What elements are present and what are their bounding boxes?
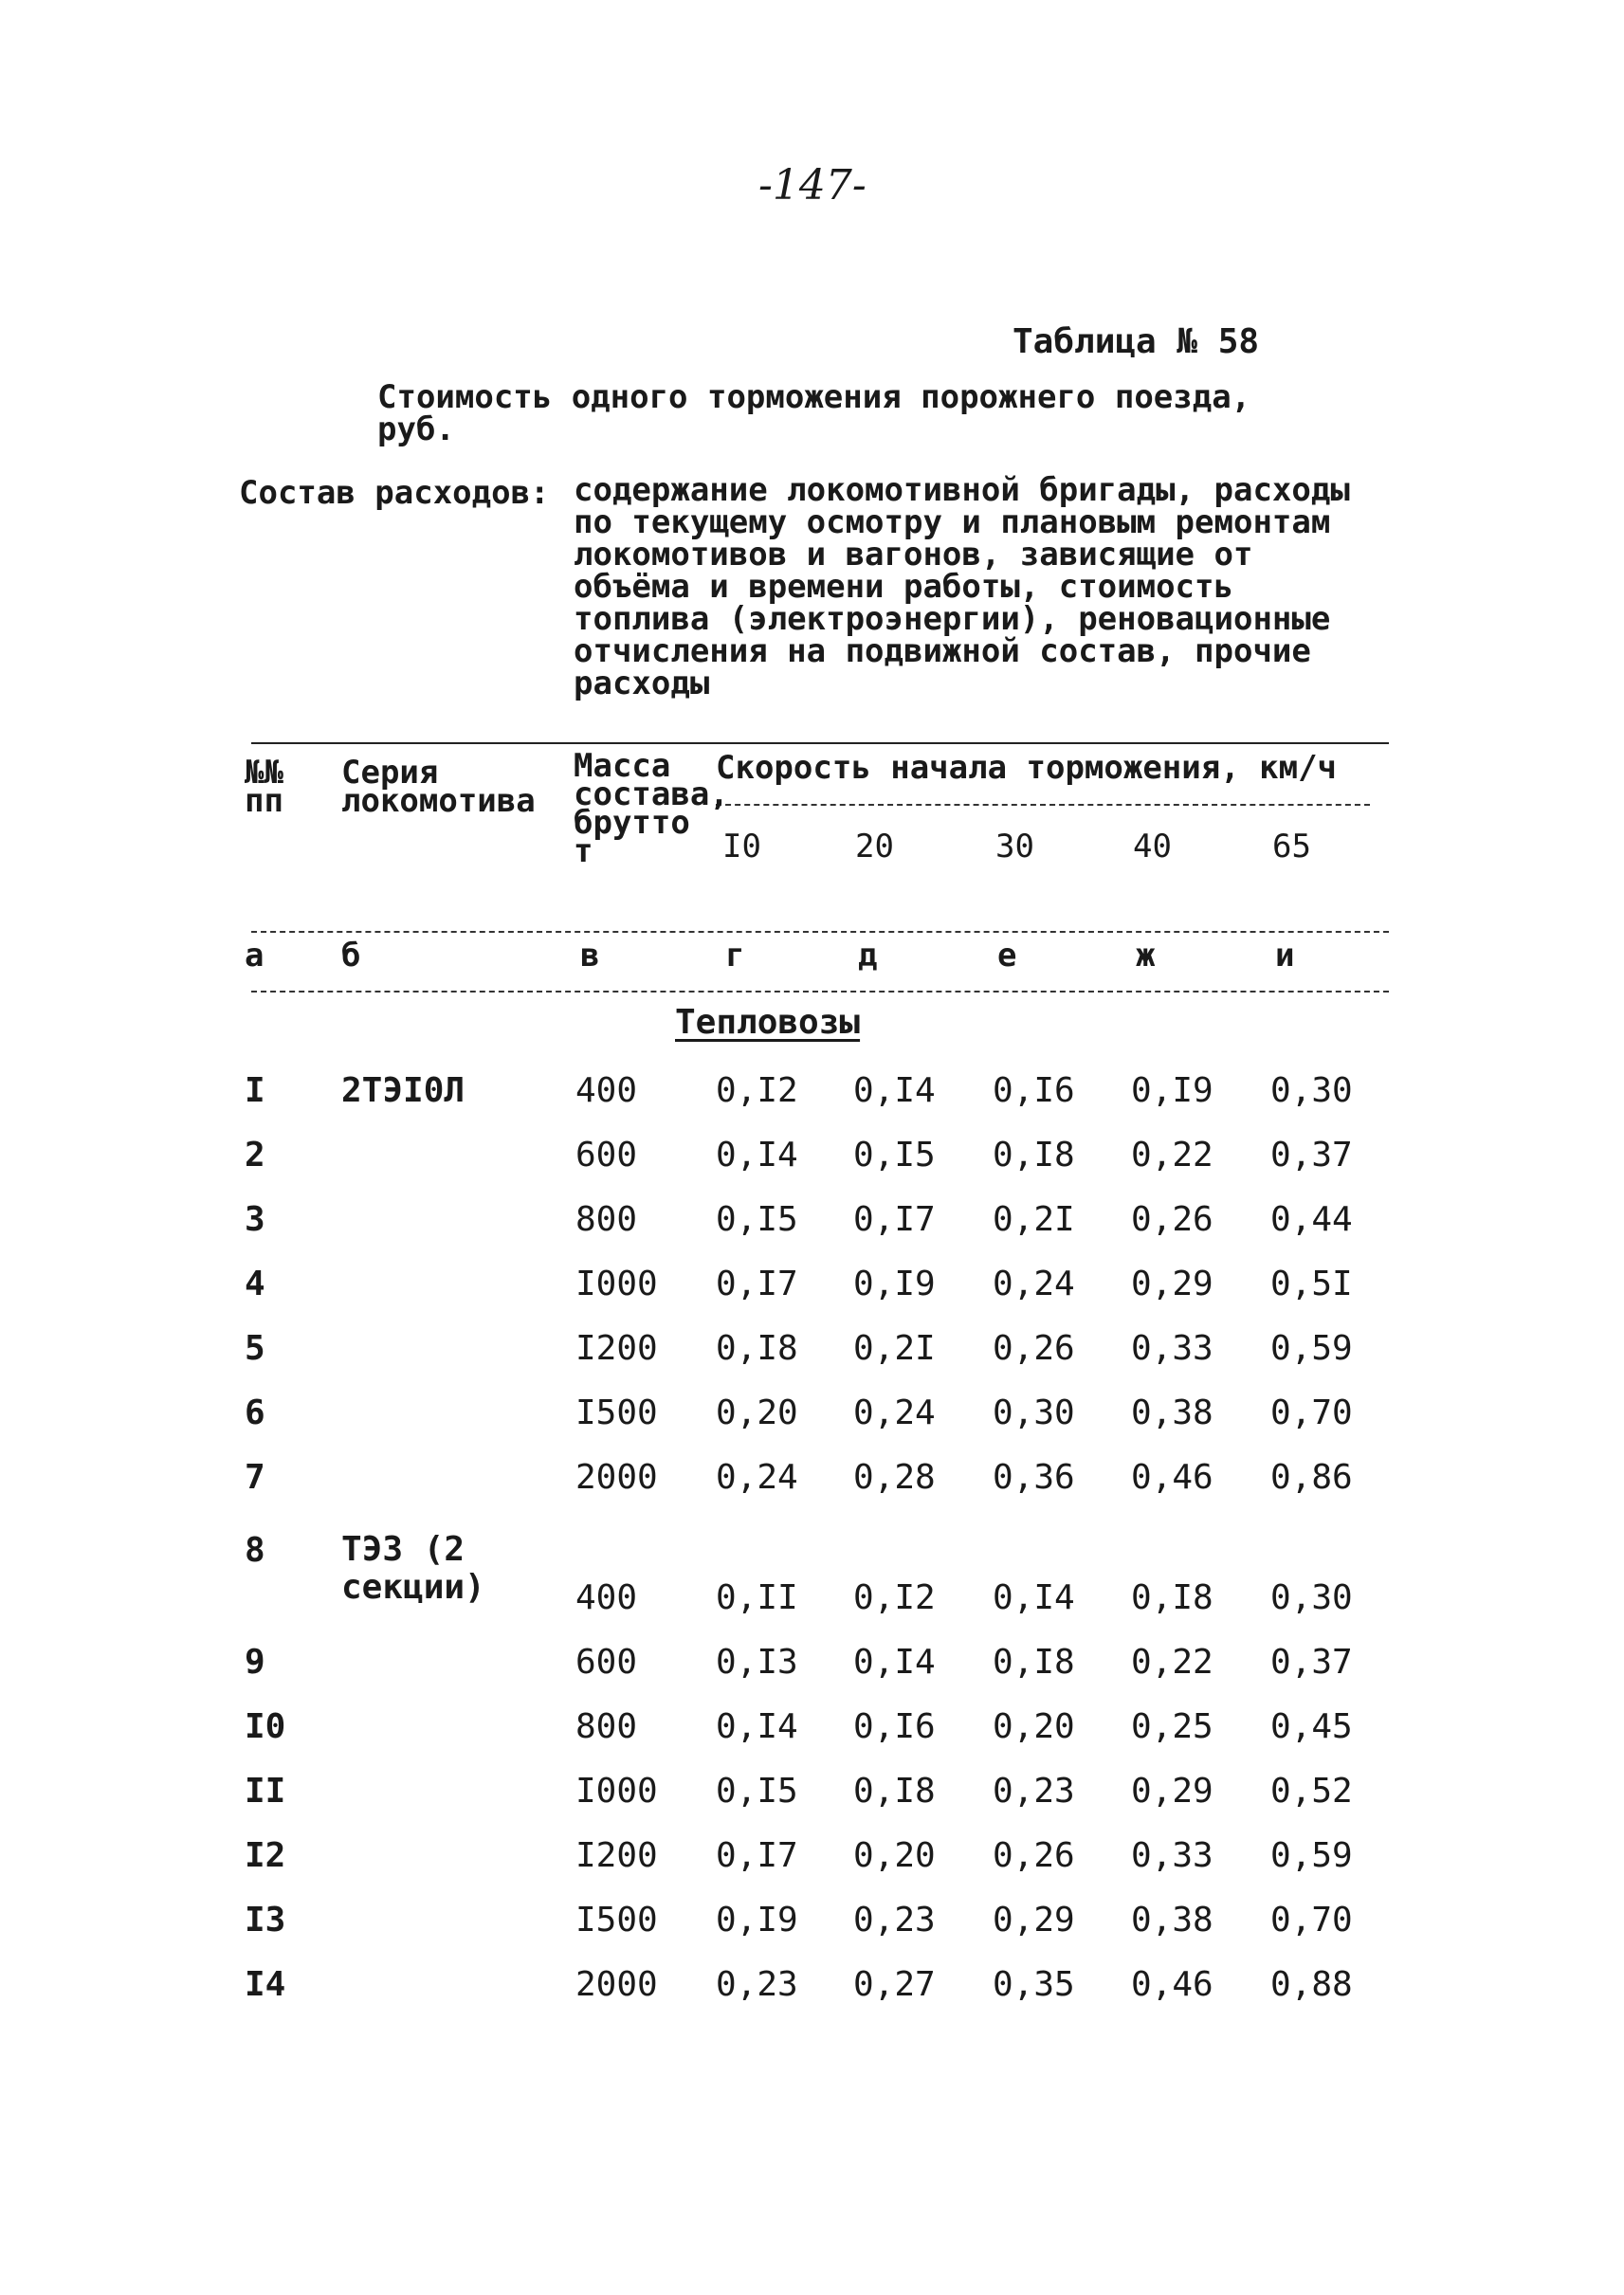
row-value: 0,22 [1131,1136,1213,1175]
row-value: 0,29 [993,1901,1075,1940]
row-value: 0,26 [993,1329,1075,1368]
row-number: I3 [245,1901,286,1940]
row-value: 0,I4 [716,1136,798,1175]
row-mass: 800 [575,1200,638,1239]
row-number: I0 [245,1707,286,1746]
row-number: 3 [245,1200,265,1239]
row-value: 0,30 [1270,1071,1353,1110]
letter-g: г [725,937,745,974]
row-value: 0,70 [1270,1901,1353,1940]
row-value: 0,I5 [716,1200,798,1239]
row-value: 0,23 [853,1901,936,1940]
row-value: 0,I2 [716,1071,798,1110]
row-value: 0,I6 [993,1071,1075,1110]
row-value: 0,46 [1131,1458,1213,1497]
row-value: 0,24 [716,1458,798,1497]
row-value: 0,37 [1270,1136,1353,1175]
header-num: №№ пп [245,754,283,820]
header-speed-20: 20 [855,828,894,865]
row-number: 5 [245,1329,265,1368]
row-value: 0,I8 [993,1136,1075,1175]
row-value: 0,22 [1131,1643,1213,1682]
row-value: 0,33 [1131,1329,1213,1368]
row-mass: I200 [575,1836,658,1875]
row-number: I [245,1071,265,1110]
row-value: 0,37 [1270,1643,1353,1682]
row-value: 0,20 [853,1836,936,1875]
header-speed-40: 40 [1133,828,1172,865]
row-value: 0,52 [1270,1772,1353,1811]
row-mass: I500 [575,1901,658,1940]
row-value: 0,II [716,1578,798,1617]
row-mass: I000 [575,1265,658,1303]
row-value: 0,I4 [993,1578,1075,1617]
row-value: 0,30 [1270,1578,1353,1617]
row-mass: 600 [575,1136,638,1175]
row-value: 0,I7 [853,1200,936,1239]
row-number: 4 [245,1265,265,1303]
row-value: 0,59 [1270,1329,1353,1368]
letter-zh: ж [1136,937,1156,974]
row-value: 0,I9 [716,1901,798,1940]
row-mass: I500 [575,1393,658,1432]
row-value: 0,I5 [853,1136,936,1175]
row-value: 0,20 [716,1393,798,1432]
row-value: 0,30 [993,1393,1075,1432]
row-mass: 400 [575,1071,638,1110]
row-value: 0,28 [853,1458,936,1497]
row-value: 0,I9 [853,1265,936,1303]
row-number: 8 [245,1531,265,1570]
row-value: 0,I4 [716,1707,798,1746]
row-value: 0,23 [716,1965,798,2004]
expenses-label: Состав расходов: [239,474,550,512]
row-number: I2 [245,1836,286,1875]
row-value: 0,86 [1270,1458,1353,1497]
row-value: 0,25 [1131,1707,1213,1746]
row-mass: 600 [575,1643,638,1682]
row-value: 0,I9 [1131,1071,1213,1110]
header-series: Серия локомотива [341,754,536,820]
row-mass: I200 [575,1329,658,1368]
row-value: 0,36 [993,1458,1075,1497]
row-value: 0,I7 [716,1836,798,1875]
row-mass: 800 [575,1707,638,1746]
letter-e: е [997,937,1017,974]
row-value: 0,I8 [716,1329,798,1368]
letter-a: а [245,937,265,974]
letter-d: д [858,937,878,974]
row-value: 0,2I [993,1200,1075,1239]
header-speed-10: I0 [722,828,761,865]
header-mass: Масса состава, брутто т [574,747,729,870]
row-value: 0,24 [993,1265,1075,1303]
row-value: 0,29 [1131,1772,1213,1811]
row-value: 0,23 [993,1772,1075,1811]
row-value: 0,I8 [1131,1578,1213,1617]
row-value: 0,38 [1131,1901,1213,1940]
row-value: 0,I3 [716,1643,798,1682]
row-value: 0,88 [1270,1965,1353,2004]
table-label: Таблица № 58 [1013,322,1260,361]
row-mass: I000 [575,1772,658,1811]
row-value: 0,45 [1270,1707,1353,1746]
row-value: 0,38 [1131,1393,1213,1432]
row-value: 0,26 [1131,1200,1213,1239]
table-caption: Стоимость одного торможения порожнего поезда, руб. [377,378,1251,448]
header-speed-group: Скорость начала торможения, км/ч [716,749,1338,787]
row-value: 0,I4 [853,1643,936,1682]
row-value: 0,24 [853,1393,936,1432]
row-value: 0,44 [1270,1200,1353,1239]
row-value: 0,5I [1270,1265,1353,1303]
row-mass: 2000 [575,1965,658,2004]
row-value: 0,27 [853,1965,936,2004]
row-value: 0,70 [1270,1393,1353,1432]
row-value: 0,2I [853,1329,936,1368]
row-number: II [245,1772,286,1811]
row-value: 0,33 [1131,1836,1213,1875]
row-number: 9 [245,1643,265,1682]
row-value: 0,35 [993,1965,1075,2004]
letter-i: и [1275,937,1295,974]
row-value: 0,I8 [853,1772,936,1811]
row-value: 0,I4 [853,1071,936,1110]
row-series: ТЭЗ (2 секции) [341,1530,485,1607]
row-value: 0,I7 [716,1265,798,1303]
row-value: 0,I5 [716,1772,798,1811]
row-number: 6 [245,1393,265,1432]
letter-b: б [341,937,361,974]
row-number: 2 [245,1136,265,1175]
row-value: 0,20 [993,1707,1075,1746]
row-number: 7 [245,1458,265,1497]
header-speed-65: 65 [1272,828,1311,865]
row-series: 2ТЭI0Л [341,1071,465,1110]
row-value: 0,I6 [853,1707,936,1746]
row-value: 0,I2 [853,1578,936,1617]
page-number: -147- [758,161,867,209]
row-value: 0,I8 [993,1643,1075,1682]
row-value: 0,46 [1131,1965,1213,2004]
letter-v: в [580,937,600,974]
expenses-text: содержание локомотивной бригады, расходы по текущему осмотру и плановым ремонтам локомотивов и вагонов, зависящие от объёма и времени работы, стоимость топлива (электроэнергии), реновационные отчисления на подвижной состав, прочие расходы [574,471,1350,702]
header-speed-30: 30 [995,828,1034,865]
row-value: 0,26 [993,1836,1075,1875]
row-number: I4 [245,1965,286,2004]
section-title: Тепловозы [675,1003,861,1042]
row-mass: 2000 [575,1458,658,1497]
row-value: 0,59 [1270,1836,1353,1875]
row-value: 0,29 [1131,1265,1213,1303]
row-mass: 400 [575,1578,638,1617]
